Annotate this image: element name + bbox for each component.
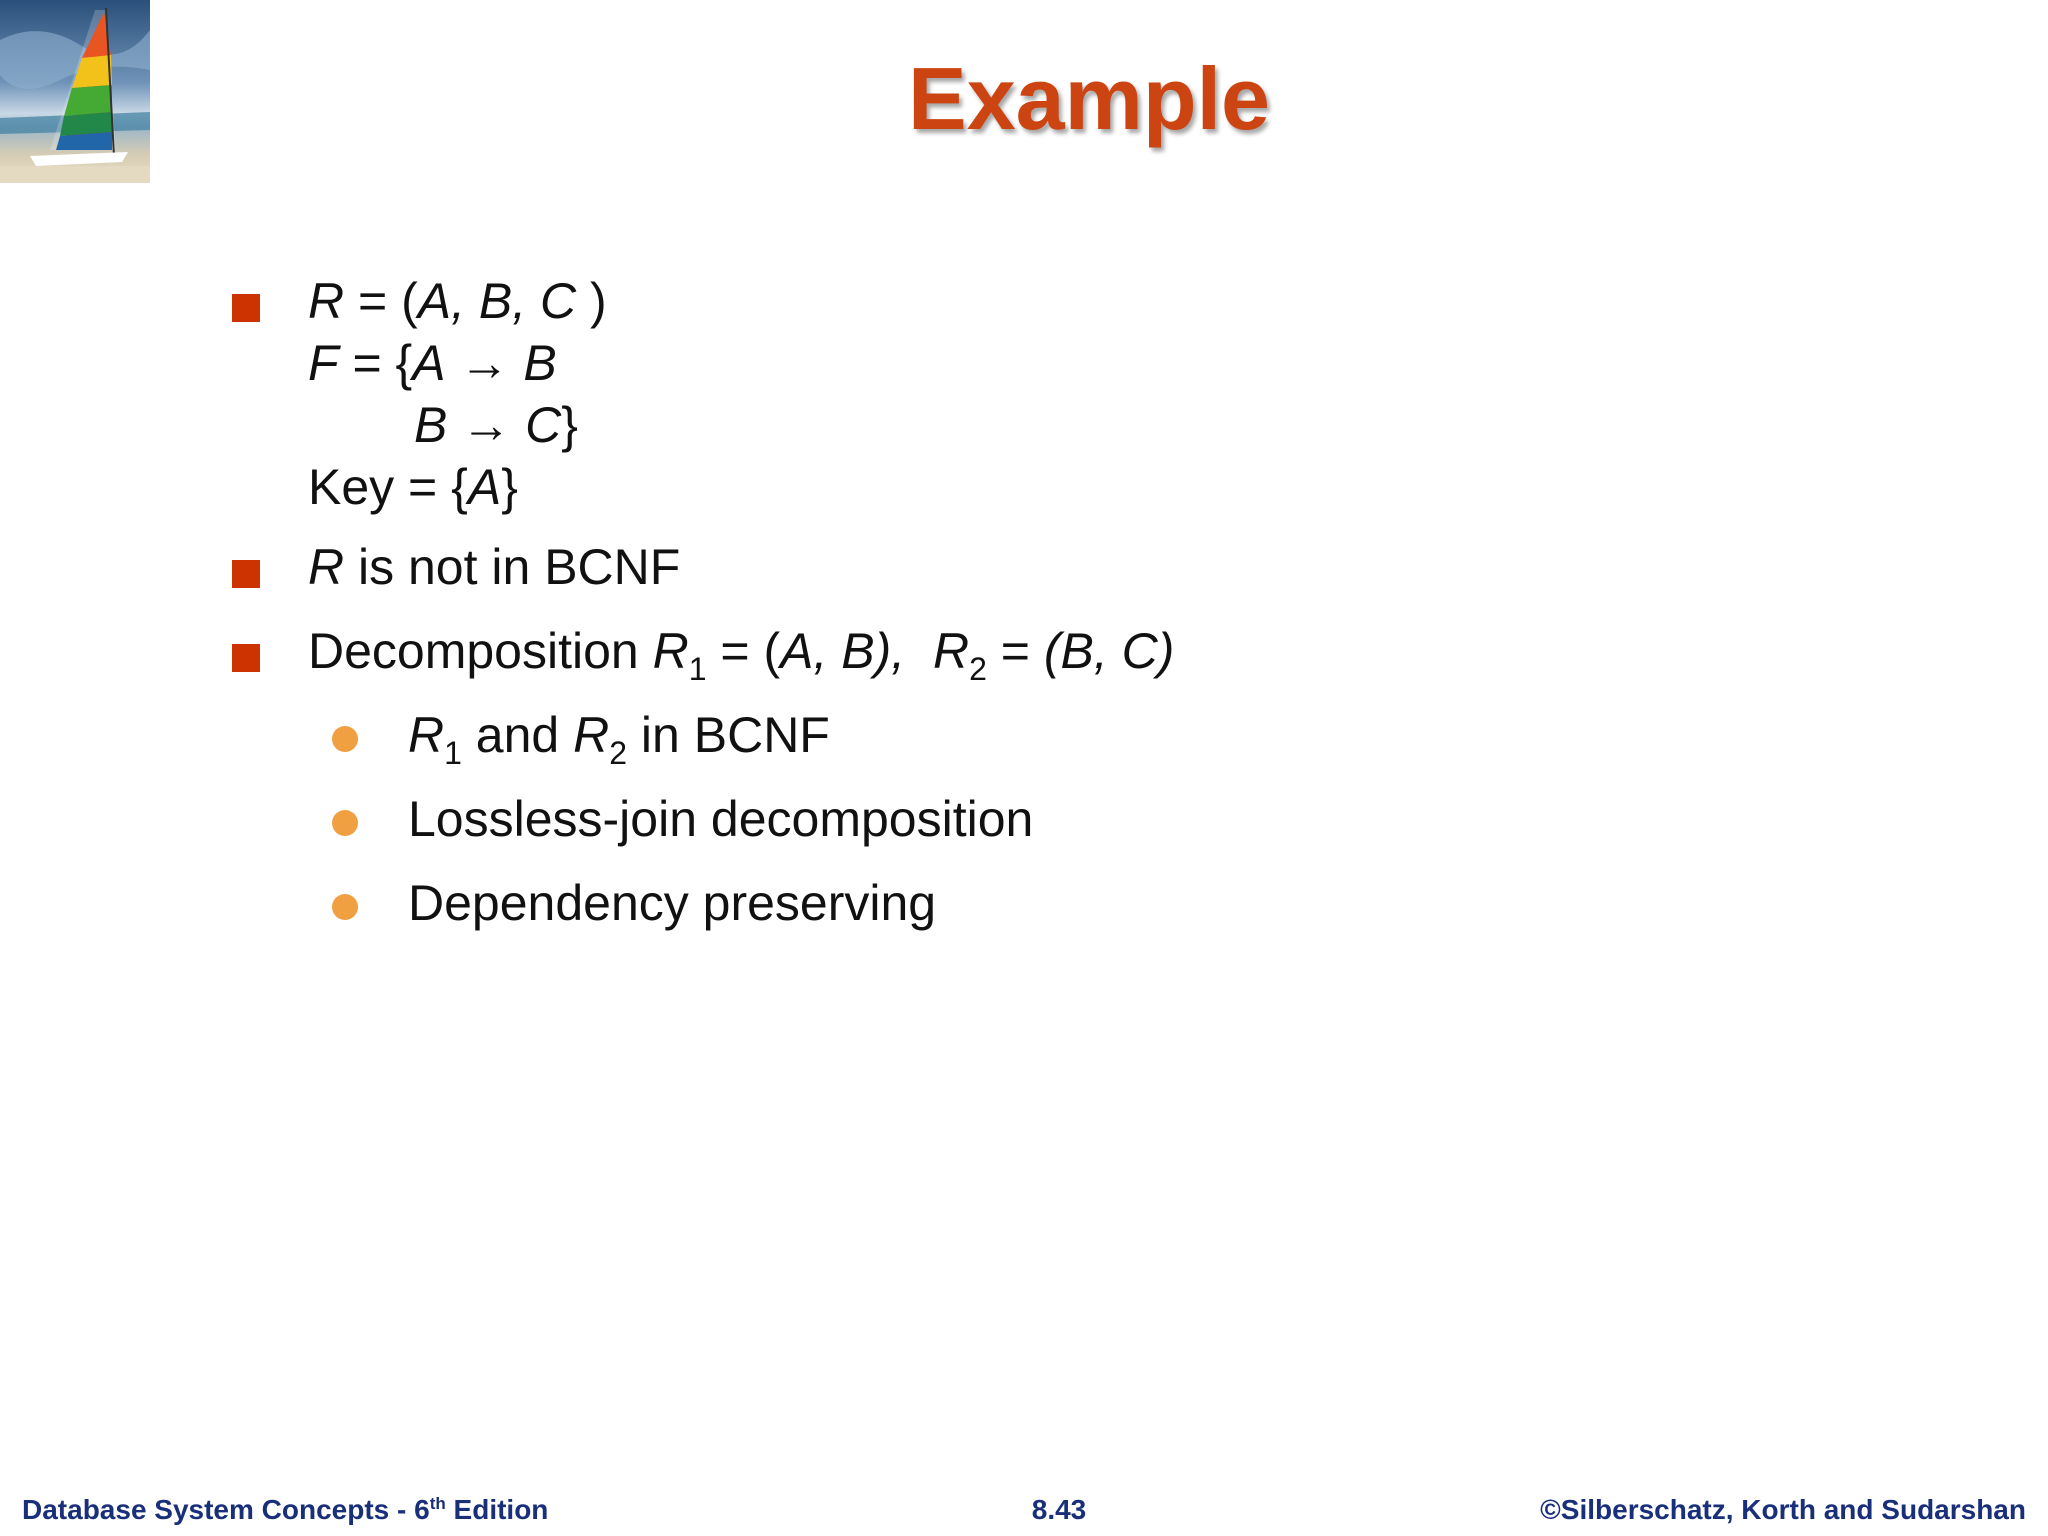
r1-var: R	[652, 623, 689, 679]
square-bullet-icon	[232, 644, 260, 672]
slide-content	[232, 270, 1732, 934]
sub-bullet-lossless	[332, 788, 1732, 850]
not-bcnf-text: is not in BCNF	[344, 539, 681, 595]
r2-attrs: (B, C)	[1043, 623, 1175, 679]
key-value: A	[467, 459, 502, 515]
footer-left-sup: th	[429, 1494, 446, 1513]
fd-eq: = {	[338, 335, 413, 391]
bullet-relation	[232, 270, 1732, 518]
bullet-not-bcnf	[232, 536, 1732, 598]
sub-bullet-list	[232, 704, 1732, 934]
sub-r1-sub: 1	[444, 735, 462, 771]
fd2-rhs: C	[525, 397, 562, 453]
footer-left-tail: Edition	[445, 1494, 549, 1525]
dependency-text: Dependency preserving	[408, 875, 937, 931]
fd2-lhs: B	[414, 397, 448, 453]
r1-sub: 1	[688, 651, 707, 687]
sub-r1-var: R	[408, 707, 445, 763]
fd1-rhs: B	[523, 335, 557, 391]
slide-footer	[22, 1486, 2026, 1526]
fd2-end: }	[561, 397, 578, 453]
sub-r2-sub: 2	[609, 735, 628, 771]
not-bcnf-var: R	[308, 539, 345, 595]
key-end: }	[501, 459, 518, 515]
r2-var: R	[932, 623, 970, 679]
footer-copyright: ©Silberschatz, Korth and Sudarshan	[1540, 1494, 2026, 1525]
fd-line-1	[308, 332, 1732, 394]
r1-attrs: A, B),	[780, 623, 906, 679]
r2-sub: 2	[969, 651, 987, 687]
fd-var: F	[308, 335, 339, 391]
fd-line-2	[308, 394, 1732, 456]
dot-bullet-icon	[332, 894, 358, 920]
relation-end: )	[576, 273, 607, 329]
key-line	[308, 456, 1732, 518]
decomposition-label: Decomposition	[308, 623, 653, 679]
relation-attrs: A, B, C	[417, 273, 577, 329]
dot-bullet-icon	[332, 810, 358, 836]
footer-page-number: 8.43	[1031, 1494, 1087, 1525]
square-bullet-icon	[232, 294, 260, 322]
slide-title: Example	[908, 49, 1270, 148]
relation-var: R	[308, 273, 345, 329]
key-label: Key = {	[308, 459, 468, 515]
sub-r2-var: R	[573, 707, 610, 763]
relation-eq: = (	[344, 273, 418, 329]
sub-bullet-dependency	[332, 872, 1732, 934]
arrow-icon: →	[461, 397, 512, 453]
footer-left-text: Database System Concepts - 6	[22, 1494, 430, 1525]
arrow-icon: →	[459, 335, 510, 391]
r1-eq: = (	[706, 623, 781, 679]
relation-line	[308, 270, 1732, 332]
r2-eq: =	[986, 623, 1044, 679]
lossless-text: Lossless-join decomposition	[408, 791, 1034, 847]
sub-and: and	[461, 707, 574, 763]
bullet-decomposition	[232, 620, 1732, 687]
sub-bcnf-tail: in BCNF	[627, 707, 830, 763]
sub-bullet-bcnf	[332, 704, 1732, 771]
square-bullet-icon	[232, 560, 260, 588]
fd1-lhs: A	[412, 335, 446, 391]
dot-bullet-icon	[332, 726, 358, 752]
